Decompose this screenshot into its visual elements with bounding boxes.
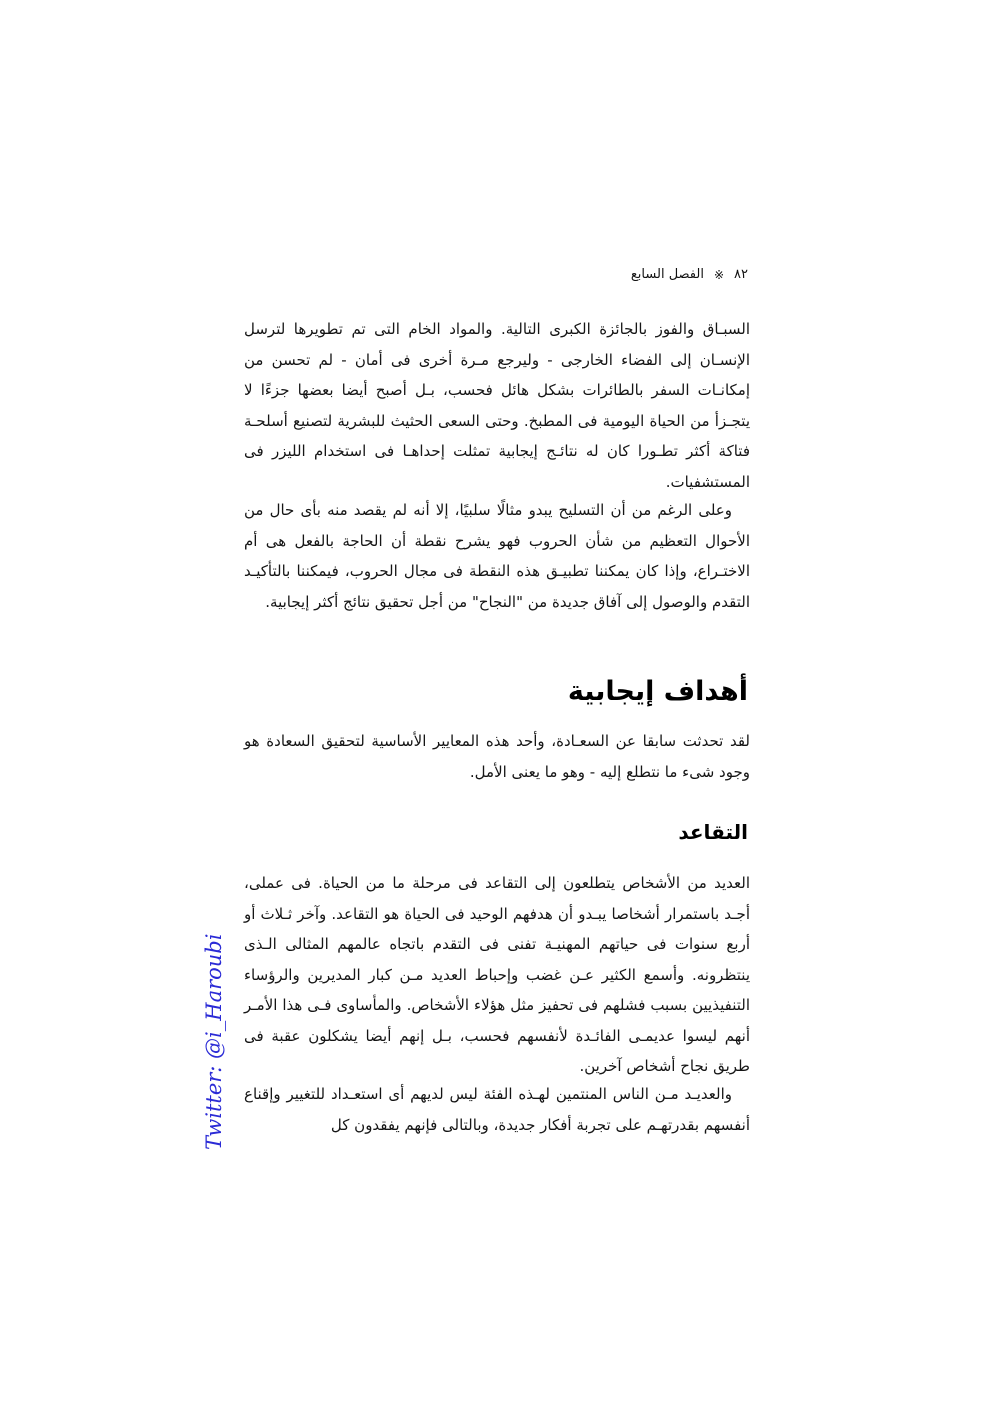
- body-paragraph-2: [244, 495, 750, 617]
- chapter-title: الفصل السابع: [630, 267, 704, 282]
- paragraph-text: وعلى الرغم من أن التسليح يبدو مثالًا سلبيًا، إلا أنه لم يقصد منه بأى حال من الأحوال التعظيم من شأن الحروب فهو يشرح نقطة أن الحاجة بالفعل هى أم الاختـراع، وإذا كان يمكننا تطبيـق هذه النقطة فى مجال الحروب، فيمكننا بالتأكيـد التقدم والوصول إلى آفاق جديدة من "النجاح" من أجل تحقيق نتائج أكثر إيجابية.: [244, 501, 750, 611]
- ornament-icon: ※: [713, 268, 725, 282]
- paragraph-text: العديد من الأشخاص يتطلعون إلى التقاعد فى مرحلة ما من الحياة. فى عملى، أجـد باستمرار أشخاصا يبـدو أن هدفهم الوحيد فى الحياة هو التقاعد. وآخر ثـلاث أو أربع سنوات فى حياتهم المهنيـة تفنى فى التقدم باتجاه عالمهم المثالى الـذى ينتظرونه. وأسمع الكثير عـن غضب وإحباط العديد مـن كبار المديرين والرؤساء التنفيذيين بسبب فشلهم فى تحفيز مثل هؤلاء الأشخاص. والمأساوى فـى هذا الأمـر أنهم ليسوا عديمـى الفائـدة لأنفسهم فحسب، بـل إنهم أيضا يشكلون عقبة فى طريق نجاح أشخاص آخرين.: [244, 874, 750, 1075]
- twitter-watermark: Twitter: @i_Haroubi: [202, 933, 226, 1150]
- paragraph-text: السبـاق والفوز بالجائزة الكبرى التالية. والمواد الخام التى تم تطويرها لترسل الإنسـان إلى الفضاء الخارجى - وليرجع مـرة أخرى فى أمان - لم تحسن من إمكانـات السفر بالطائرات بشكل هائل فحسب، بـل أصبح أيضا بعضها جزءًا لا يتجـزأ من الحياة اليومية فى المطبخ. وحتى السعى الحثيث للبشرية لتصنيع أسلحـة فتاكة أكثر تطـورا كان له نتائـج إيجابية تمثلت إحداهـا فى استخدام الليزر فى المستشفيات.: [244, 320, 750, 491]
- section-heading: أهداف إيجابية: [567, 676, 748, 707]
- running-header: [631, 266, 748, 284]
- subsection-paragraph-2: [244, 1079, 750, 1140]
- paragraph-text: والعديـد مـن الناس المنتمين لهـذه الفئة ليس لديهم أى استعـداد للتغيير وإقناع أنفسهم بقدرتهـم على تجربة أفكار جديدة، وبالتالى فإنهم يفقدون كل: [244, 1085, 750, 1134]
- paragraph-text: لقد تحدثت سابقا عن السعـادة، وأحد هذه المعايير الأساسية لتحقيق السعادة هو وجود شىء ما نتطلع إليه - وهو ما يعنى الأمل.: [244, 732, 750, 781]
- subsection-heading: التقاعد: [678, 820, 748, 844]
- section-paragraph: [244, 726, 750, 787]
- subsection-paragraph-1: [244, 868, 750, 1082]
- body-paragraph-1: [244, 314, 750, 497]
- page-number: ٨٢: [734, 267, 748, 282]
